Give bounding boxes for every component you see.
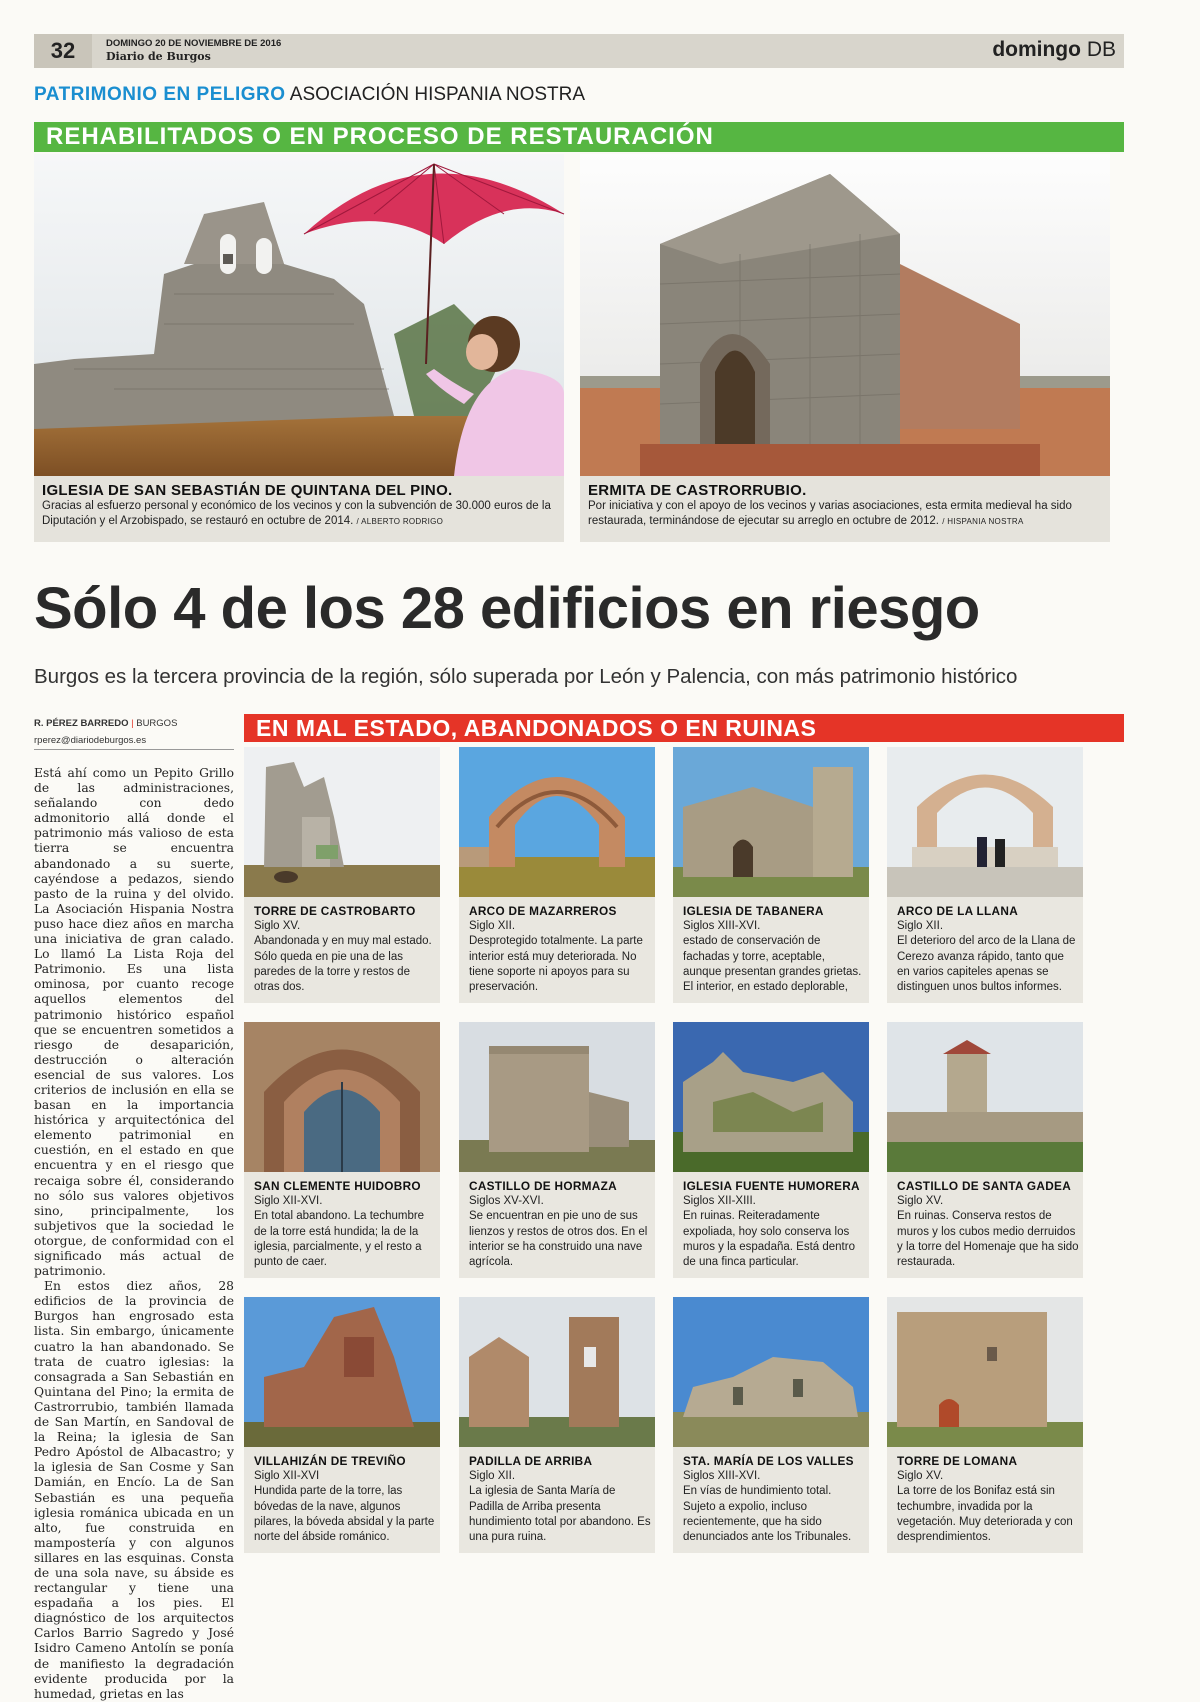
card-text: La iglesia de Santa María de Padilla de Arriba presenta hundimiento total por abandono. Es una pura ruina. xyxy=(469,1485,651,1544)
page-header xyxy=(34,34,1124,68)
card-arco-mazarreros xyxy=(459,747,655,1003)
dateline xyxy=(106,38,281,63)
caption-title: ERMITA DE CASTRORRUBIO. xyxy=(588,482,807,499)
card-photo xyxy=(244,747,440,897)
card-photo xyxy=(244,1297,440,1447)
card-title: VILLAHIZÁN DE TREVIÑO xyxy=(254,1454,406,1468)
page-number: 32 xyxy=(34,34,92,68)
card-san-clemente xyxy=(244,1022,440,1278)
card-iglesia-tabanera xyxy=(673,747,869,1003)
card-century: Siglo XII-XVI. xyxy=(254,1195,323,1208)
at-risk-band-label: EN MAL ESTADO, ABANDONADOS O EN RUINAS xyxy=(256,715,817,741)
caption-text: Gracias al esfuerzo personal y económico de los vecinos y con la subvención de 30.000 euros de la Diputación y el Arzobispado, se restauró en octubre de 2014. / ALBERTO RODRIGO xyxy=(42,500,551,527)
card-text: Desprotegido totalmente. La parte interior está muy deteriorada. No tiene soporte ni apoyos para su preservación. xyxy=(469,935,643,994)
card-title: SAN CLEMENTE HUIDOBRO xyxy=(254,1179,421,1193)
card-text: En ruinas. Reiteradamente expoliada, hoy solo conserva los muros y la espadaña. Está dentro de una finca particular. xyxy=(683,1210,855,1269)
card-photo xyxy=(887,747,1083,897)
card-title: TORRE DE CASTROBARTO xyxy=(254,904,416,918)
card-padilla-arriba xyxy=(459,1297,655,1553)
card-text: Se encuentran en pie uno de sus lienzos y restos de otros dos. En el interior se ha construido una nave agrícola. xyxy=(469,1210,648,1269)
at-risk-band xyxy=(244,714,1124,742)
author-email: rperez@diariodeburgos.es xyxy=(34,735,147,746)
issue-date: DOMINGO 20 DE NOVIEMBRE DE 2016 xyxy=(106,38,282,49)
card-century: Siglos XIII-XVI. xyxy=(683,1470,761,1483)
card-century: Siglo XII. xyxy=(469,1470,516,1483)
caption-san-sebastian xyxy=(34,476,564,542)
card-photo xyxy=(459,1297,655,1447)
byline-rule xyxy=(34,749,234,750)
byline-separator: | xyxy=(131,718,134,729)
card-photo xyxy=(673,1297,869,1447)
card-arco-llana xyxy=(887,747,1083,1003)
card-century: Siglo XII. xyxy=(897,920,944,933)
card-century: Siglo XII-XVI xyxy=(254,1470,320,1483)
card-text: El deterioro del arco de la Llana de Cerezo avanza rápido, tanto que en varios capiteles apenas se distinguen unos bultos informes. xyxy=(897,935,1076,994)
card-photo xyxy=(459,1022,655,1172)
card-title: CASTILLO DE SANTA GADEA xyxy=(897,1179,1072,1193)
card-photo xyxy=(673,1022,869,1172)
subheadline: Burgos es la tercera provincia de la región, sólo superada por León y Palencia, con más patrimonio histórico xyxy=(34,665,1018,688)
card-text: En ruinas. Conserva restos de muros y los cubos medio derruidos y la torre del Homenaje que ha sido restaurada. xyxy=(897,1210,1079,1269)
newspaper-name: Diario de Burgos xyxy=(106,50,211,63)
card-fuente-humorera xyxy=(673,1022,869,1278)
card-photo xyxy=(459,747,655,897)
card-photo xyxy=(887,1297,1083,1447)
section-abbr: DB xyxy=(1086,38,1116,61)
card-sta-maria-valles xyxy=(673,1297,869,1553)
body-paragraph: En estos diez años, 28 edificios de la provincia de Burgos han engrosado esta lista. Sin embargo, únicamente cuatro la han abandonado. Se trata de cuatro iglesias: la consagrada a San Sebastián en Quintana del Pino; la ermita de Castrorrubio, también llamada de San Martín, en Sandoval de la Reina; la iglesia de San Pedro Apóstol de Albacastro; y la iglesia de San Cosme y San Damián, en Encío. La de San Sebastián es una pequeña iglesia románica ubicada en un alto, fue construida en mampostería y con algunos sillares en las esquinas. Consta de una sola nave, su ábside es rectangular y tiene una espadaña a los pies. El diagnóstico de los arquitectos Carlos Barrio Sagredo y José Isidro Cameno Antolín se ponía de manifiesto la degradación evidente producida por la humedad, grietas en las xyxy=(34,1279,234,1701)
caption-castrorrubio xyxy=(580,476,1110,542)
card-century: Siglos XIII-XVI. xyxy=(683,920,761,933)
byline xyxy=(34,718,234,750)
caption-text: Por iniciativa y con el apoyo de los vecinos y varias asociaciones, esta ermita medieval ha sido restaurada, terminándose de ejecutar su arreglo en octubre de 2012. / HISPANIA NOSTRA xyxy=(588,500,1072,527)
card-century: Siglo XII. xyxy=(469,920,516,933)
card-text: La torre de los Bonifaz está sin techumbre, invadida por la vegetación. Muy deteriorada y con desprendimientos. xyxy=(897,1485,1073,1544)
card-photo xyxy=(887,1022,1083,1172)
card-century: Siglos XV-XVI. xyxy=(469,1195,544,1208)
restored-band xyxy=(34,122,1124,152)
card-torre-castrobarto xyxy=(244,747,440,1003)
kicker xyxy=(34,84,585,106)
author: R. PÉREZ BARREDO xyxy=(34,718,129,729)
headline: Sólo 4 de los 28 edificios en riesgo xyxy=(34,576,980,641)
caption-title: IGLESIA DE SAN SEBASTIÁN DE QUINTANA DEL PINO. xyxy=(42,482,453,499)
photo-credit: / ALBERTO RODRIGO xyxy=(356,517,444,526)
card-title: CASTILLO DE HORMAZA xyxy=(469,1179,617,1193)
kicker-source: ASOCIACIÓN HISPANIA NOSTRA xyxy=(289,84,586,105)
card-title: IGLESIA DE TABANERA xyxy=(683,904,824,918)
card-title: STA. MARÍA DE LOS VALLES xyxy=(683,1454,854,1468)
card-century: Siglo XV. xyxy=(897,1470,944,1483)
card-photo xyxy=(673,747,869,897)
card-title: ARCO DE LA LLANA xyxy=(897,904,1019,918)
card-text: En total abandono. La techumbre de la torre está hundida; la de la iglesia, parcialmente, y el resto a punto de caer. xyxy=(254,1210,425,1269)
card-text: En vías de hundimiento total. Sujeto a expolio, incluso recientemente, que ha sido denunciados ante los Tribunales. xyxy=(683,1485,852,1544)
card-title: TORRE DE LOMANA xyxy=(897,1454,1018,1468)
card-century: Siglo XV. xyxy=(897,1195,944,1208)
card-title: IGLESIA FUENTE HUMORERA xyxy=(683,1179,860,1193)
card-text: Abandonada y en muy mal estado. Sólo queda en pie una de las paredes de la torre y restos de otras dos. xyxy=(254,935,432,994)
card-text: Hundida parte de la torre, las bóvedas de la nave, algunos pilares, la bóveda absidal y la parte norte del ábside románico. xyxy=(254,1485,435,1544)
article-body xyxy=(34,766,234,1702)
card-title: ARCO DE MAZARREROS xyxy=(469,904,617,918)
photo-san-sebastian xyxy=(34,154,564,476)
card-villahizan xyxy=(244,1297,440,1553)
restored-band-label: REHABILITADOS O EN PROCESO DE RESTAURACIÓN xyxy=(46,123,714,150)
card-photo xyxy=(244,1022,440,1172)
card-century: Siglo XV. xyxy=(254,920,301,933)
section-word: domingo xyxy=(992,38,1081,61)
photo-castrorrubio xyxy=(580,154,1110,476)
body-paragraph: Está ahí como un Pepito Grillo de las administraciones, señalando con dedo admonitorio allá donde el patrimonio más valioso de esta tierra se encuentra abandonado a su suerte, cayéndose a pedazos, siendo pasto de la ruina y del olvido. La Asociación Hispania Nostra puso hace diez años en marcha una iniciativa de gran calado. Lo llamó La Lista Roja del Patrimonio. Es una lista ominosa, por cuanto recoge aquellos elementos del patrimonio histórico español que se encuentren sometidos a riesgo de desaparición, destrucción o alteración esencial de sus valores. Los criterios de inclusión en ella se basan en la importancia histórica y arquitectónica del elemento patrimonial en cuestión, en el estado en que encuentra y en el riesgo que recaiga sobre él, considerando no sólo sus valores objetivos sino, principalmente, los subjetivos que la sociedad le otorgue, de conformidad con el significado más actual de patrimonio. xyxy=(34,766,234,1279)
card-castillo-santa-gadea xyxy=(887,1022,1083,1278)
card-castillo-hormaza xyxy=(459,1022,655,1278)
card-title: PADILLA DE ARRIBA xyxy=(469,1454,593,1468)
card-torre-lomana xyxy=(887,1297,1083,1553)
photo-credit: / HISPANIA NOSTRA xyxy=(942,517,1024,526)
card-century: Siglos XII-XIII. xyxy=(683,1195,756,1208)
card-text: estado de conservación de fachadas y torre, aceptable, aunque presentan grandes grietas. El interior, en estado deplorable, xyxy=(683,935,862,994)
section-tag xyxy=(992,38,1116,62)
kicker-topic: PATRIMONIO EN PELIGRO xyxy=(34,84,286,105)
byline-place: BURGOS xyxy=(136,718,178,729)
